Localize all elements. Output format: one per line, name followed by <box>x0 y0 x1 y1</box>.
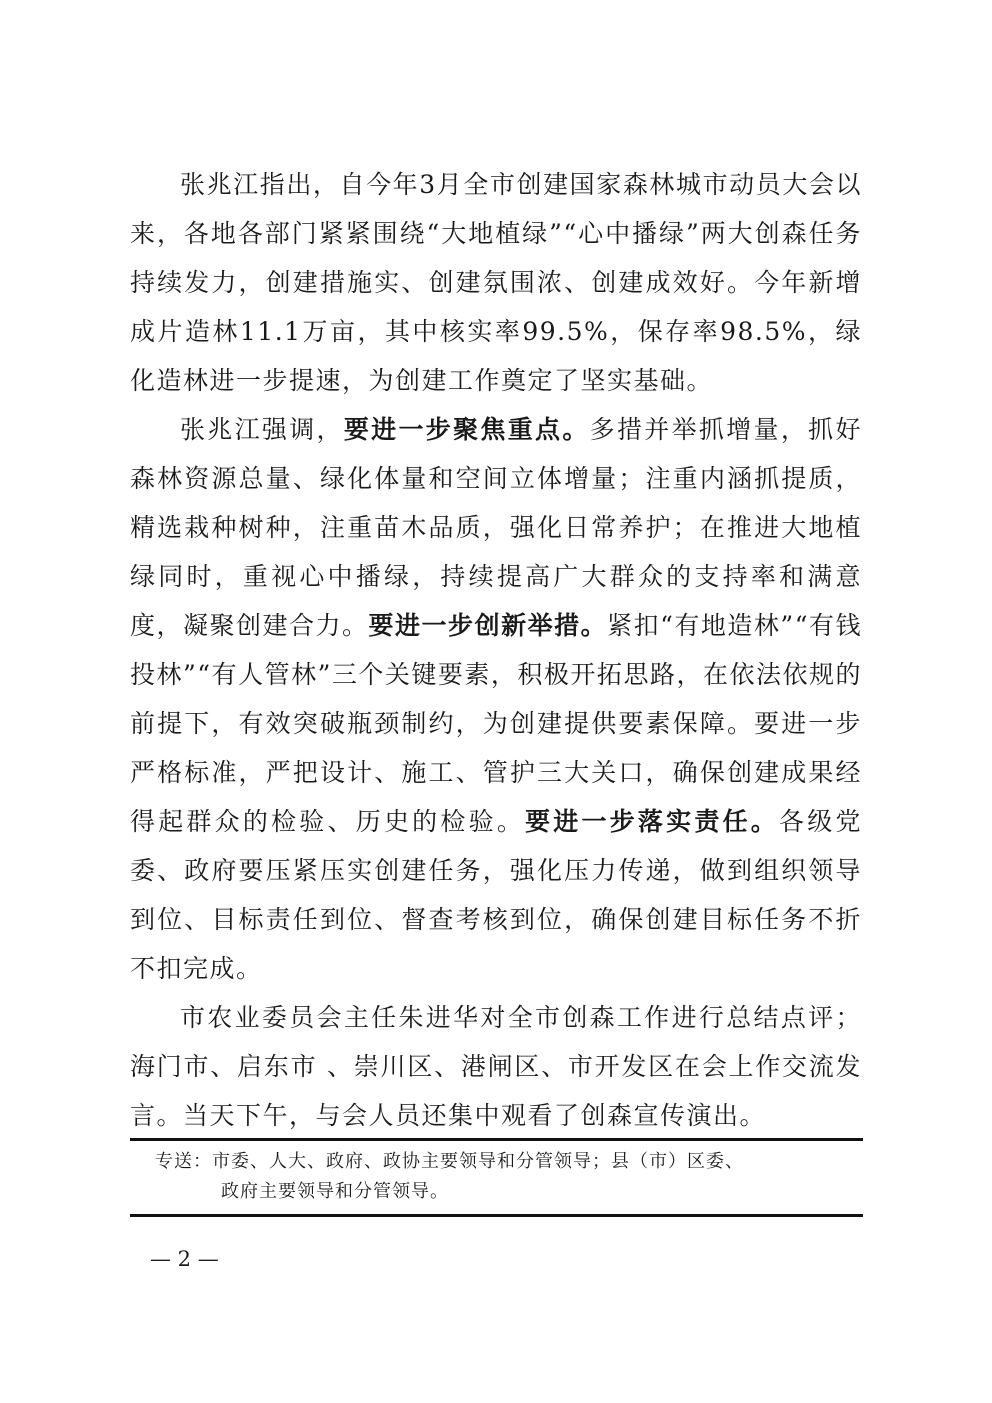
paragraph-text: 张兆江指出，自今年3月全市创建国家森林城市动员大会以来，各地各部门紧紧围绕“大地植绿”“心中播绿”两大创森任务持续发力，创建措施实、创建氛围浓、创建成效好。今年新增成片造林11.1万亩，其中核实率99.5%，保存率98.5%，绿化造林进一步提速，为创建工作奠定了坚实基础。 <box>130 170 862 395</box>
paragraph-text: 紧扣“有地造林”“有钱投林”“有人管林”三个关键要素，积极开拓思路，在依法依规的前提下，有效突破瓶颈制约，为创建提供要素保障。要进一步严格标准，严把设计、施工、管护三大关口，确保创建成果经得起群众的检验、历史的检验。 <box>130 611 862 836</box>
paragraph-text: 市农业委员会主任朱进华对全市创森工作进行总结点评；海门市、启东市 、崇川区、港闸区、市开发区在会上作交流发言。当天下午，与会人员还集中观看了创森宣传演出。 <box>130 1003 862 1130</box>
distribution-top-rule <box>130 1138 863 1141</box>
paragraph-text: 张兆江强调， <box>180 415 344 444</box>
emphasized-phrase: 要进一步落实责任。 <box>525 807 780 836</box>
distribution-list <box>155 1147 855 1207</box>
paragraph-text: 各级党委、政府要压紧压实创建任务，强化压力传递，做到组织领导到位、目标责任到位、督查考核到位，确保创建目标任务不折不扣完成。 <box>130 807 862 983</box>
page-number: — 2 — <box>150 1247 219 1271</box>
paragraph <box>130 405 862 993</box>
emphasized-phrase: 要进一步创新举措。 <box>368 611 608 640</box>
distribution-line-2: 政府主要领导和分管领导。 <box>221 1181 449 1202</box>
paragraph-text: 多措并举抓增量，抓好森林资源总量、绿化体量和空间立体增量；注重内涵抓提质，精选栽种树种，注重苗木品质，强化日常养护；在推进大地植绿同时，重视心中播绿，持续提高广大群众的支持率和满意度，凝聚创建合力。 <box>130 415 862 640</box>
distribution-bottom-rule <box>130 1214 863 1217</box>
paragraph <box>130 993 862 1140</box>
article-body <box>130 160 862 1140</box>
paragraph <box>130 160 862 405</box>
distribution-line-1: 专送：市委、人大、政府、政协主要领导和分管领导；县（市）区委、 <box>155 1151 744 1172</box>
emphasized-phrase: 要进一步聚焦重点。 <box>343 415 590 444</box>
